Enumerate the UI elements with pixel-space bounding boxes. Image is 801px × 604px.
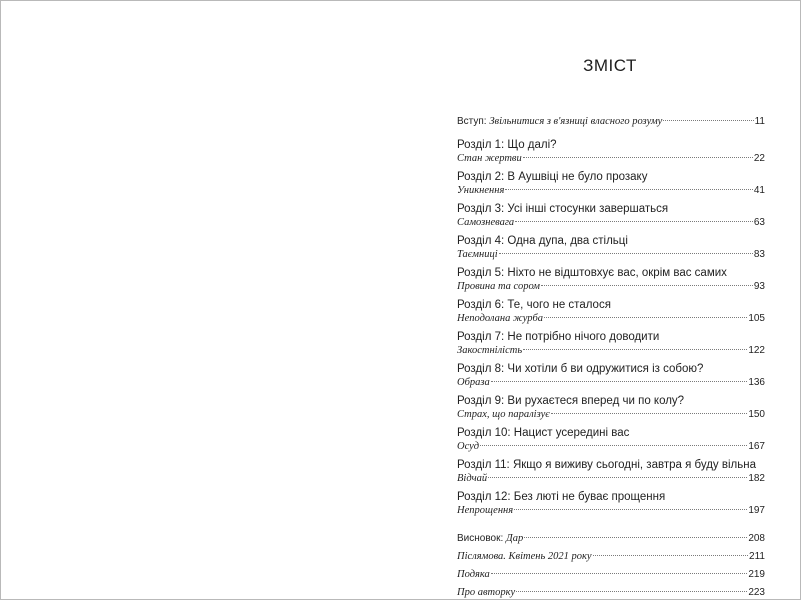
chapter-subtitle: Таємниці <box>457 249 498 260</box>
toc-entry-chapter-7 <box>457 330 765 358</box>
chapter-heading: Розділ 3: Усі інші стосунки завершаться <box>457 203 669 215</box>
page-number: 223 <box>748 587 765 598</box>
page-number: 105 <box>748 313 765 324</box>
chapter-heading: Розділ 9: Ви рухаєтеся вперед чи по колу? <box>457 395 685 407</box>
intro-prefix: Вступ: <box>457 116 490 127</box>
dot-leader <box>593 555 748 556</box>
chapter-heading: Розділ 7: Не потрібно нічого доводити <box>457 331 660 343</box>
dot-leader <box>516 591 747 592</box>
chapter-subtitle: Образа <box>457 377 490 388</box>
toc-entry-chapter-9 <box>457 394 765 422</box>
conclusion-prefix: Висновок: <box>457 533 507 544</box>
page-number: 93 <box>753 281 765 292</box>
dot-leader <box>480 445 747 446</box>
dot-leader <box>541 285 753 286</box>
table-of-contents <box>457 109 765 604</box>
intro-title: Звільнитися з в'язниці власного розуму <box>489 116 663 127</box>
toc-entry-intro <box>457 115 765 129</box>
dot-leader <box>499 253 753 254</box>
page-number: 136 <box>748 377 765 388</box>
chapter-subtitle: Закостнілість <box>457 345 523 356</box>
conclusion-title: Дар <box>506 533 524 544</box>
page-number: 41 <box>753 185 765 196</box>
page-number: 63 <box>753 217 765 228</box>
page-number: 182 <box>748 473 765 484</box>
dot-leader <box>524 537 747 538</box>
toc-entry-chapter-5 <box>457 266 765 294</box>
page-number: 208 <box>748 533 765 544</box>
dot-leader <box>663 120 753 121</box>
chapter-heading: Розділ 12: Без люті не буває прощення <box>457 491 666 503</box>
chapter-heading: Розділ 1: Що далі? <box>457 139 557 151</box>
toc-entry-about <box>457 586 765 600</box>
dot-leader <box>491 381 748 382</box>
chapter-subtitle: Стан жертви <box>457 153 522 164</box>
toc-entry-chapter-10 <box>457 426 765 454</box>
toc-entry-chapter-12 <box>457 490 765 518</box>
dot-leader <box>505 189 753 190</box>
page-number: 150 <box>748 409 765 420</box>
back-matter <box>457 532 765 600</box>
chapter-subtitle: Відчай <box>457 473 488 484</box>
toc-title: ЗМІСТ <box>583 56 637 75</box>
toc-entry-chapter-1 <box>457 138 765 166</box>
page-number: 197 <box>748 505 765 516</box>
chapter-heading: Розділ 11: Якщо я виживу сьогодні, завтра я буду вільна <box>457 459 756 471</box>
chapter-heading: Розділ 10: Нацист усередині вас <box>457 427 630 439</box>
chapter-subtitle: Осуд <box>457 441 480 452</box>
chapter-subtitle: Страх, що паралізує <box>457 409 550 420</box>
dot-leader <box>551 413 747 414</box>
thanks-title: Подяка <box>457 569 490 580</box>
chapter-subtitle: Самозневага <box>457 217 515 228</box>
chapter-heading: Розділ 8: Чи хотіли б ви одружитися із собою? <box>457 363 704 375</box>
toc-entry-chapter-2 <box>457 170 765 198</box>
dot-leader <box>514 509 747 510</box>
page-number: 122 <box>748 345 765 356</box>
chapter-heading: Розділ 5: Ніхто не відштовхує вас, окрім вас самих <box>457 267 727 279</box>
toc-entry-chapter-3 <box>457 202 765 230</box>
dot-leader <box>544 317 747 318</box>
toc-entry-chapter-6 <box>457 298 765 326</box>
toc-entry-thanks <box>457 568 765 582</box>
chapter-heading: Розділ 6: Те, чого не сталося <box>457 299 611 311</box>
about-title: Про авторку <box>457 587 516 598</box>
afterword-title: Післямова. Квітень 2021 року <box>457 551 592 562</box>
page-number: 219 <box>748 569 765 580</box>
page-number: 11 <box>754 116 765 127</box>
page-number: 83 <box>753 249 765 260</box>
toc-entry-chapter-4 <box>457 234 765 262</box>
chapter-heading: Розділ 4: Одна дупа, два стільці <box>457 235 628 247</box>
chapter-heading: Розділ 2: В Аушвіці не було прозаку <box>457 171 648 183</box>
toc-entry-chapter-11 <box>457 458 765 486</box>
page-number: 167 <box>748 441 765 452</box>
toc-entry-afterword <box>457 550 765 564</box>
dot-leader <box>491 573 748 574</box>
dot-leader <box>523 157 753 158</box>
toc-entry-conclusion <box>457 532 765 546</box>
dot-leader <box>515 221 753 222</box>
chapter-subtitle: Провина та сором <box>457 281 541 292</box>
dot-leader <box>523 349 747 350</box>
chapter-subtitle: Непрощення <box>457 505 514 516</box>
page-number: 22 <box>753 153 765 164</box>
dot-leader <box>488 477 747 478</box>
chapter-subtitle: Уникнення <box>457 185 505 196</box>
chapter-subtitle: Неподолана журба <box>457 313 544 324</box>
page-number: 211 <box>749 551 765 562</box>
chapter-list <box>457 138 765 518</box>
toc-entry-chapter-8 <box>457 362 765 390</box>
